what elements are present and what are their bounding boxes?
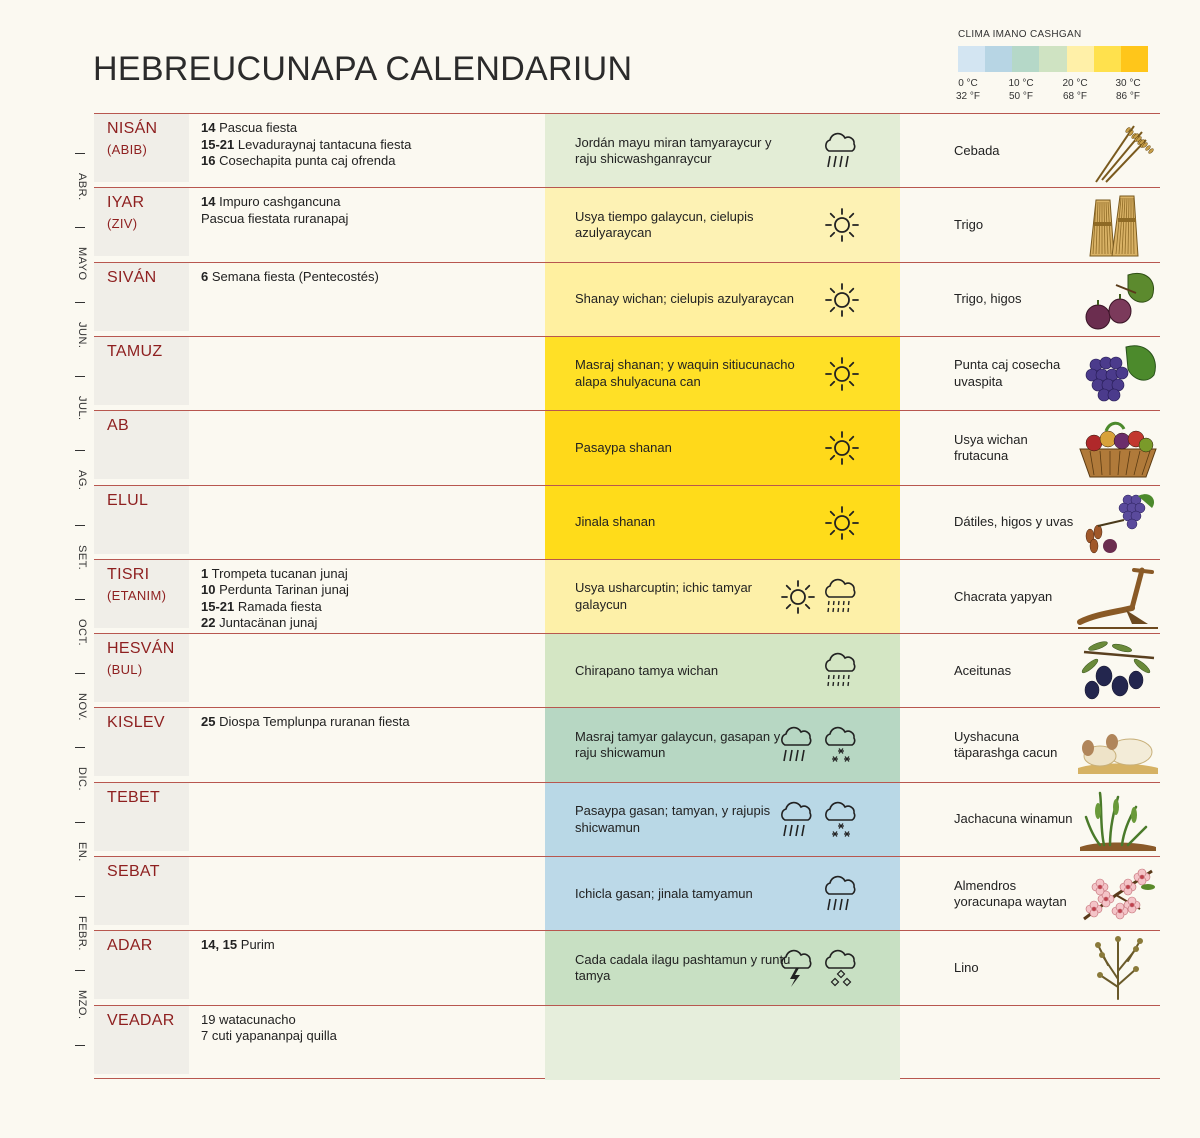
- climate-description: Masraj shanan; y waquin sitiucunacho alapa shulyacuna can: [575, 357, 795, 389]
- snow-cloud-icon: [822, 725, 860, 765]
- gregorian-month-label: OCT.: [76, 618, 88, 646]
- wheat-sheaves-icon: [1076, 192, 1160, 258]
- fruit-basket-icon: [1076, 415, 1160, 481]
- climate-cell: [545, 263, 900, 337]
- weather-icons: [824, 411, 860, 485]
- lightning-cloud-icon: [778, 948, 816, 988]
- heavy-rain-cloud-icon: [822, 131, 860, 171]
- festival-item: [201, 211, 531, 228]
- month-row: [94, 336, 1160, 410]
- hebrew-month-cell: [94, 634, 189, 702]
- festival-name: Cosechapita punta caj ofrenda: [219, 153, 396, 168]
- hebrew-month-cell: [94, 263, 189, 331]
- legend-color-scale: [958, 46, 1148, 72]
- festival-item: [201, 137, 531, 154]
- month-divider-tick: [75, 822, 85, 823]
- hebrew-month-name: TAMUZ: [107, 342, 163, 360]
- sun-icon: [824, 430, 860, 466]
- weather-icons: [824, 337, 860, 411]
- festival-day: 15-21: [201, 598, 235, 614]
- month-divider-tick: [75, 525, 85, 526]
- climate-cell: [545, 560, 900, 634]
- sun-icon: [824, 505, 860, 541]
- climate-cell: [545, 783, 900, 857]
- figs-icon: [1076, 267, 1160, 333]
- month-divider-tick: [75, 896, 85, 897]
- hebrew-month-name: HESVÁN: [107, 640, 175, 658]
- legend-swatch: [1094, 46, 1121, 72]
- festival-day: 16: [201, 153, 216, 168]
- month-row: [94, 856, 1160, 930]
- month-row: [94, 707, 1160, 781]
- legend-celsius: 0 °C: [958, 78, 978, 89]
- climate-description: Shanay wichan; cielupis azulyaraycan: [575, 291, 794, 307]
- weather-icons: [824, 486, 860, 560]
- hebrew-month-alt-name: (ABIB): [107, 142, 148, 157]
- festival-day: 22: [201, 615, 216, 631]
- festival-name: Juntacänan junaj: [219, 615, 318, 631]
- festival-name: Trompeta tucanan junaj: [211, 565, 348, 581]
- weather-icons: [778, 783, 860, 857]
- weather-icons: [824, 188, 860, 262]
- legend-title: CLIMA IMANO CASHGAN: [958, 29, 1082, 40]
- olives-icon: [1076, 638, 1160, 704]
- gregorian-month-label: MZO.: [76, 990, 88, 1020]
- month-row: [94, 187, 1160, 261]
- gregorian-month-label: ABR.: [76, 173, 88, 201]
- month-row: [94, 559, 1160, 633]
- month-divider-tick: [75, 376, 85, 377]
- climate-cell: [545, 857, 900, 931]
- legend-label: [1108, 77, 1148, 103]
- festival-item: [201, 120, 531, 137]
- festival-day: 1: [201, 565, 209, 581]
- hebrew-month-cell: [94, 1006, 189, 1074]
- gregorian-month-label: DIC.: [76, 767, 88, 792]
- month-divider-tick: [75, 1045, 85, 1046]
- legend-celsius: 10 °C: [1008, 78, 1034, 89]
- month-divider-tick: [75, 450, 85, 451]
- hebrew-month-cell: [94, 560, 189, 628]
- hail-cloud-icon: [822, 948, 860, 988]
- almond-blossom-icon: [1076, 861, 1160, 927]
- festival-name: Pascua fiestata ruranapaj: [201, 210, 349, 226]
- festival-list: [201, 194, 531, 227]
- legend-labels: [955, 77, 1168, 107]
- festival-name: Purim: [240, 937, 275, 953]
- festival-name: Levaduraynaj tantacuna fiesta: [237, 136, 412, 152]
- month-row: [94, 410, 1160, 484]
- weather-icons: [778, 931, 860, 1005]
- hebrew-month-name: TEBET: [107, 788, 161, 806]
- gregorian-month-label: EN.: [76, 841, 88, 862]
- month-row: [94, 485, 1160, 559]
- festival-item: [201, 269, 531, 286]
- gregorian-month-label: MAYO: [76, 247, 88, 281]
- month-row: [94, 113, 1160, 187]
- grapes-icon: [1076, 341, 1160, 407]
- climate-cell: [545, 931, 900, 1005]
- legend-swatch: [1039, 46, 1066, 72]
- crop-description: Trigo, higos: [954, 291, 1022, 307]
- legend-swatch: [1012, 46, 1039, 72]
- legend-label: [948, 77, 988, 103]
- hebrew-month-name: AB: [107, 417, 129, 435]
- hebrew-month-name: ADAR: [107, 937, 153, 955]
- legend-swatch: [1067, 46, 1094, 72]
- legend-swatch: [958, 46, 985, 72]
- climate-description: Jordán mayu miran tamyaraycur y raju shicwashganraycur: [575, 134, 772, 166]
- festival-item: [201, 194, 531, 211]
- sun-icon: [780, 579, 816, 615]
- weather-icons: [780, 560, 860, 634]
- crop-description: Lino: [954, 960, 979, 976]
- legend-swatch: [1121, 46, 1148, 72]
- crop-description: Cebada: [954, 142, 1000, 158]
- sheep-icon: [1076, 712, 1160, 778]
- month-row: [94, 782, 1160, 856]
- temperature-legend: [955, 29, 1168, 107]
- gregorian-month-label: JUN.: [76, 321, 88, 349]
- hebrew-month-name: TISRI: [107, 565, 150, 583]
- gregorian-month-label: AG.: [76, 470, 88, 491]
- festival-item: [201, 566, 531, 583]
- festival-list: [201, 714, 531, 731]
- legend-celsius: 30 °C: [1115, 78, 1141, 89]
- climate-description: Jinala shanan: [575, 514, 656, 530]
- weather-icons: [824, 263, 860, 337]
- month-divider-tick: [75, 673, 85, 674]
- climate-description: Usya usharcuptin; ichic tamyar galaycun: [575, 580, 753, 612]
- legend-fahrenheit: 86 °F: [1115, 91, 1140, 102]
- legend-fahrenheit: 68 °F: [1062, 91, 1087, 102]
- festival-list: [201, 269, 531, 286]
- legend-label: [1001, 77, 1041, 103]
- sun-icon: [824, 282, 860, 318]
- festival-name: 7 cuti yapananpaj quilla: [201, 1028, 337, 1044]
- hebrew-month-name: NISÁN: [107, 120, 158, 137]
- climate-description: Cada cadala ilagu pashtamun y runtu tamya: [575, 951, 791, 984]
- hebrew-month-name: VEADAR: [107, 1011, 175, 1029]
- climate-description: Usya tiempo galaycun, cielupis azulyaraycan: [575, 208, 754, 241]
- climate-cell: [545, 188, 900, 262]
- climate-cell: [545, 486, 900, 560]
- climate-description: Chirapano tamya wichan: [575, 662, 719, 678]
- hebrew-month-alt-name: (BUL): [107, 662, 143, 678]
- climate-description: Pasaypa shanan: [575, 439, 672, 455]
- sun-icon: [824, 207, 860, 243]
- weather-icons: [822, 634, 860, 708]
- legend-label: [1055, 77, 1095, 103]
- gregorian-month-scale: [70, 113, 90, 1079]
- climate-cell: [545, 337, 900, 411]
- hebrew-month-cell: [94, 411, 189, 479]
- hebrew-month-name: KISLEV: [107, 714, 165, 732]
- barley-icon: [1076, 118, 1160, 184]
- heavy-rain-cloud-icon: [778, 725, 816, 765]
- weather-icons: [822, 857, 860, 931]
- festival-day: 6: [201, 268, 209, 284]
- festival-name: Pascua fiesta: [219, 120, 298, 135]
- hebrew-month-name: SIVÁN: [107, 268, 157, 286]
- festival-name: Ramada fiesta: [237, 598, 322, 614]
- hebrew-month-cell: [94, 931, 189, 999]
- festival-name: Semana fiesta (Pentecostés): [211, 268, 379, 284]
- crop-description: Punta caj cosecha uvaspita: [954, 357, 1061, 389]
- heavy-rain-cloud-icon: [778, 800, 816, 840]
- festival-day: 14: [201, 120, 216, 135]
- sprouting-plants-icon: [1076, 787, 1160, 853]
- month-row: [94, 930, 1160, 1004]
- festival-item: [201, 937, 531, 954]
- festival-list: [201, 566, 531, 632]
- plow-icon: [1076, 564, 1160, 630]
- hebrew-month-cell: [94, 708, 189, 776]
- festival-item: [201, 714, 531, 731]
- gregorian-month-label: FEBR.: [76, 916, 88, 951]
- crop-description: Almendros yoracunapa waytan: [954, 877, 1067, 909]
- hebrew-month-cell: [94, 114, 189, 182]
- crop-description: Dátiles, higos y uvas: [954, 514, 1074, 530]
- climate-description: Pasaypa gasan; tamyan, y rajupis shicwamun: [575, 803, 771, 835]
- climate-cell: [545, 1006, 900, 1080]
- festival-day: 10: [201, 582, 216, 598]
- hebrew-month-cell: [94, 783, 189, 851]
- festival-list: [201, 937, 531, 954]
- sun-icon: [824, 356, 860, 392]
- weather-icons: [822, 114, 860, 188]
- festival-item: [201, 1028, 531, 1045]
- month-divider-tick: [75, 970, 85, 971]
- gregorian-month-label: NOV.: [76, 693, 88, 721]
- festival-day: 15-21: [201, 136, 235, 152]
- festival-item: [201, 615, 531, 632]
- legend-celsius: 20 °C: [1062, 78, 1088, 89]
- hebrew-month-name: SEBAT: [107, 863, 160, 880]
- festival-item: [201, 599, 531, 616]
- festival-name: Impuro cashgancuna: [219, 194, 341, 210]
- festival-list: [201, 1012, 531, 1045]
- weather-icons: [778, 708, 860, 782]
- hebrew-month-cell: [94, 857, 189, 925]
- hebrew-month-cell: [94, 486, 189, 554]
- month-divider-tick: [75, 153, 85, 154]
- crop-description: Trigo: [954, 217, 984, 233]
- climate-cell: [545, 634, 900, 708]
- light-rain-cloud-icon: [822, 577, 860, 617]
- light-rain-cloud-icon: [822, 651, 860, 691]
- month-divider-tick: [75, 599, 85, 600]
- festival-name: Diospa Templunpa ruranan fiesta: [219, 714, 410, 730]
- crop-description: Chacrata yapyan: [954, 588, 1053, 604]
- hebrew-month-cell: [94, 337, 189, 405]
- legend-fahrenheit: 32 °F: [955, 91, 980, 102]
- festival-day: 14: [201, 194, 216, 210]
- hebrew-month-name: ELUL: [107, 491, 149, 509]
- month-divider-tick: [75, 747, 85, 748]
- page-title: HEBREUCUNAPA CALENDARIUN: [93, 50, 633, 88]
- festival-item: [201, 153, 531, 170]
- legend-swatch: [985, 46, 1012, 72]
- hebrew-month-alt-name: (ETANIM): [107, 587, 167, 603]
- month-row: [94, 262, 1160, 336]
- month-divider-tick: [75, 227, 85, 228]
- month-row: [94, 1005, 1160, 1079]
- dates-figs-grapes-icon: [1076, 490, 1160, 556]
- month-row: [94, 633, 1160, 707]
- hebrew-month-alt-name: (ZIV): [107, 216, 138, 232]
- festival-name: Perdunta Tarinan junaj: [219, 582, 349, 598]
- heavy-rain-cloud-icon: [822, 874, 860, 914]
- gregorian-month-label: SET.: [76, 544, 88, 570]
- climate-cell: [545, 411, 900, 485]
- festival-day: 14, 15: [201, 937, 238, 953]
- climate-cell: [545, 114, 900, 188]
- festival-list: [201, 120, 531, 170]
- crop-description: Usya wichan frutacuna: [954, 431, 1028, 464]
- climate-description: Masraj tamyar galaycun, gasapan y raju shicwamun: [575, 728, 781, 761]
- crop-description: Uyshacuna täparashga cacun: [954, 728, 1058, 761]
- month-divider-tick: [75, 302, 85, 303]
- crop-description: Jachacuna winamun: [954, 811, 1073, 827]
- festival-item: [201, 582, 531, 599]
- festival-item: [201, 1012, 531, 1029]
- festival-name: 19 watacunacho: [201, 1011, 296, 1027]
- festival-day: 25: [201, 714, 216, 730]
- flax-icon: [1076, 935, 1160, 1001]
- hebrew-month-name: IYAR: [107, 194, 145, 212]
- gregorian-month-label: JUL.: [76, 395, 88, 421]
- climate-description: Ichicla gasan; jinala tamyamun: [575, 885, 753, 901]
- legend-fahrenheit: 50 °F: [1008, 91, 1033, 102]
- crop-description: Aceitunas: [954, 662, 1012, 678]
- climate-cell: [545, 708, 900, 782]
- hebrew-month-cell: [94, 188, 189, 256]
- snow-cloud-icon: [822, 800, 860, 840]
